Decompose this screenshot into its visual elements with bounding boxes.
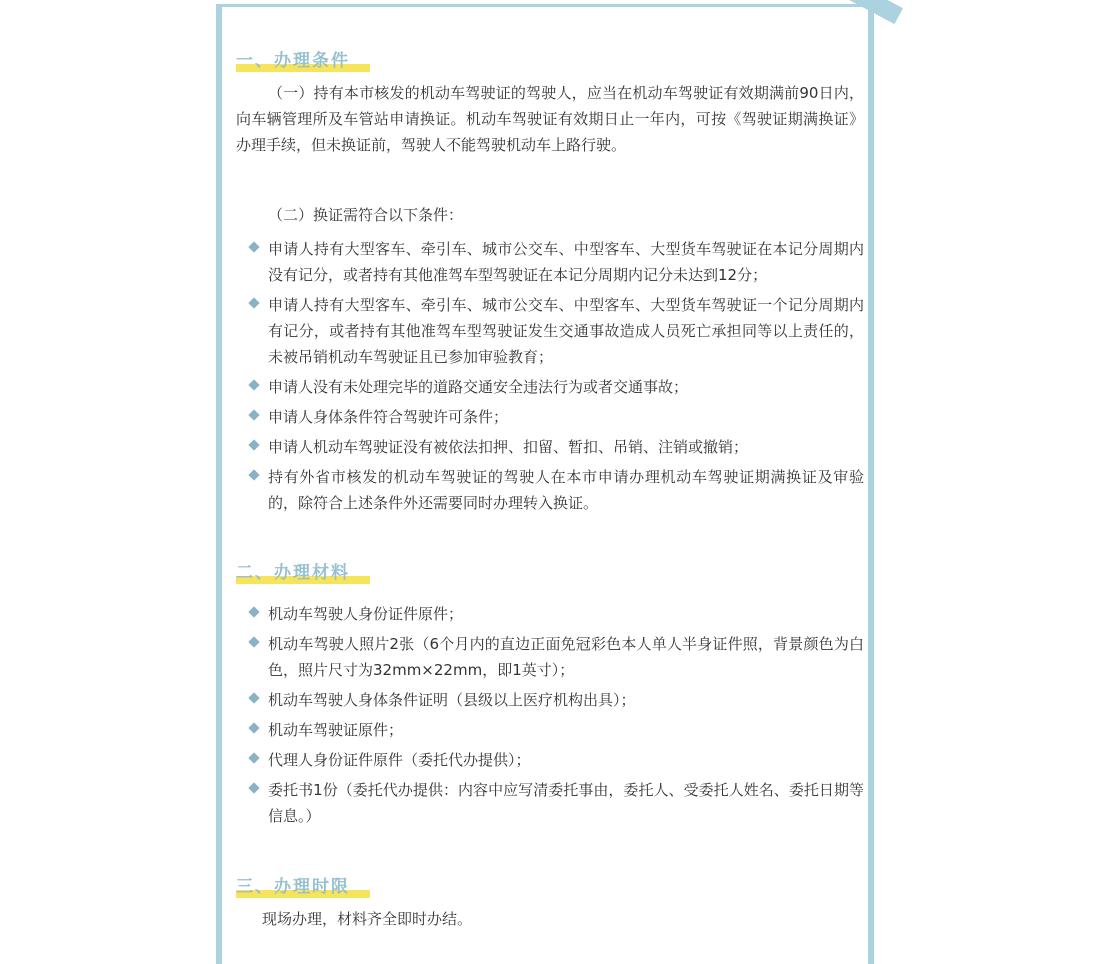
list-item: 代理人身份证件原件（委托代办提供）； xyxy=(248,747,864,773)
diamond-bullet-icon xyxy=(248,409,259,420)
list-item: 委托书1份（委托代办提供：内容中应写清委托事由，委托人、受委托人姓名、委托日期等信息。） xyxy=(248,777,864,829)
list-item: 申请人没有未处理完毕的道路交通安全违法行为或者交通事故； xyxy=(248,374,864,400)
conditions-list xyxy=(248,236,864,516)
diamond-bullet-icon xyxy=(248,692,259,703)
diamond-bullet-icon xyxy=(248,636,259,647)
list-item: 机动车驾驶人身份证件原件； xyxy=(248,601,864,627)
conditions-paragraph-1: （一）持有本市核发的机动车驾驶证的驾驶人，应当在机动车驾驶证有效期满前90日内，向车辆管理所及车管站申请换证。机动车驾驶证有效期日止一年内，可按《驾驶证期满换证》办理手续，但未换证前，驾驶人不能驾驶机动车上路行驶。 xyxy=(236,84,864,154)
list-item: 机动车驾驶人身体条件证明（县级以上医疗机构出具）； xyxy=(248,687,864,713)
materials-list xyxy=(248,601,864,829)
list-item: 申请人持有大型客车、牵引车、城市公交车、中型客车、大型货车驾驶证一个记分周期内有记分，或者持有其他准驾车型驾驶证发生交通事故造成人员死亡承担同等以上责任的，未被吊销机动车驾驶证且已参加审验教育； xyxy=(248,292,864,370)
diamond-bullet-icon xyxy=(248,606,259,617)
conditions-paragraph-2: （二）换证需符合以下条件： xyxy=(268,206,464,224)
timelimit-paragraph: 现场办理，材料齐全即时办结。 xyxy=(262,910,473,928)
list-item: 机动车驾驶人照片2张（6个月内的直边正面免冠彩色本人单人半身证件照，背景颜色为白色，照片尺寸为32mm×22mm，即1英寸）； xyxy=(248,631,864,683)
diamond-bullet-icon xyxy=(248,241,259,252)
diamond-bullet-icon xyxy=(248,782,259,793)
diamond-bullet-icon xyxy=(248,752,259,763)
list-item: 申请人机动车驾驶证没有被依法扣押、扣留、暂扣、吊销、注销或撤销； xyxy=(248,434,864,460)
list-item: 机动车驾驶证原件； xyxy=(248,717,864,743)
diamond-bullet-icon xyxy=(248,439,259,450)
section-title: 二、办理材料 xyxy=(236,563,350,583)
diamond-bullet-icon xyxy=(248,469,259,480)
list-item: 持有外省市核发的机动车驾驶证的驾驶人在本市申请办理机动车驾驶证期满换证及审验的，除符合上述条件外还需要同时办理转入换证。 xyxy=(248,464,864,516)
diamond-bullet-icon xyxy=(248,297,259,308)
diamond-bullet-icon xyxy=(248,379,259,390)
list-item: 申请人持有大型客车、牵引车、城市公交车、中型客车、大型货车驾驶证在本记分周期内没有记分，或者持有其他准驾车型驾驶证在本记分周期内记分未达到12分； xyxy=(248,236,864,288)
section-title: 一、办理条件 xyxy=(236,51,350,71)
section-title: 三、办理时限 xyxy=(236,877,350,897)
diamond-bullet-icon xyxy=(248,722,259,733)
list-item: 申请人身体条件符合驾驶许可条件； xyxy=(248,404,864,430)
